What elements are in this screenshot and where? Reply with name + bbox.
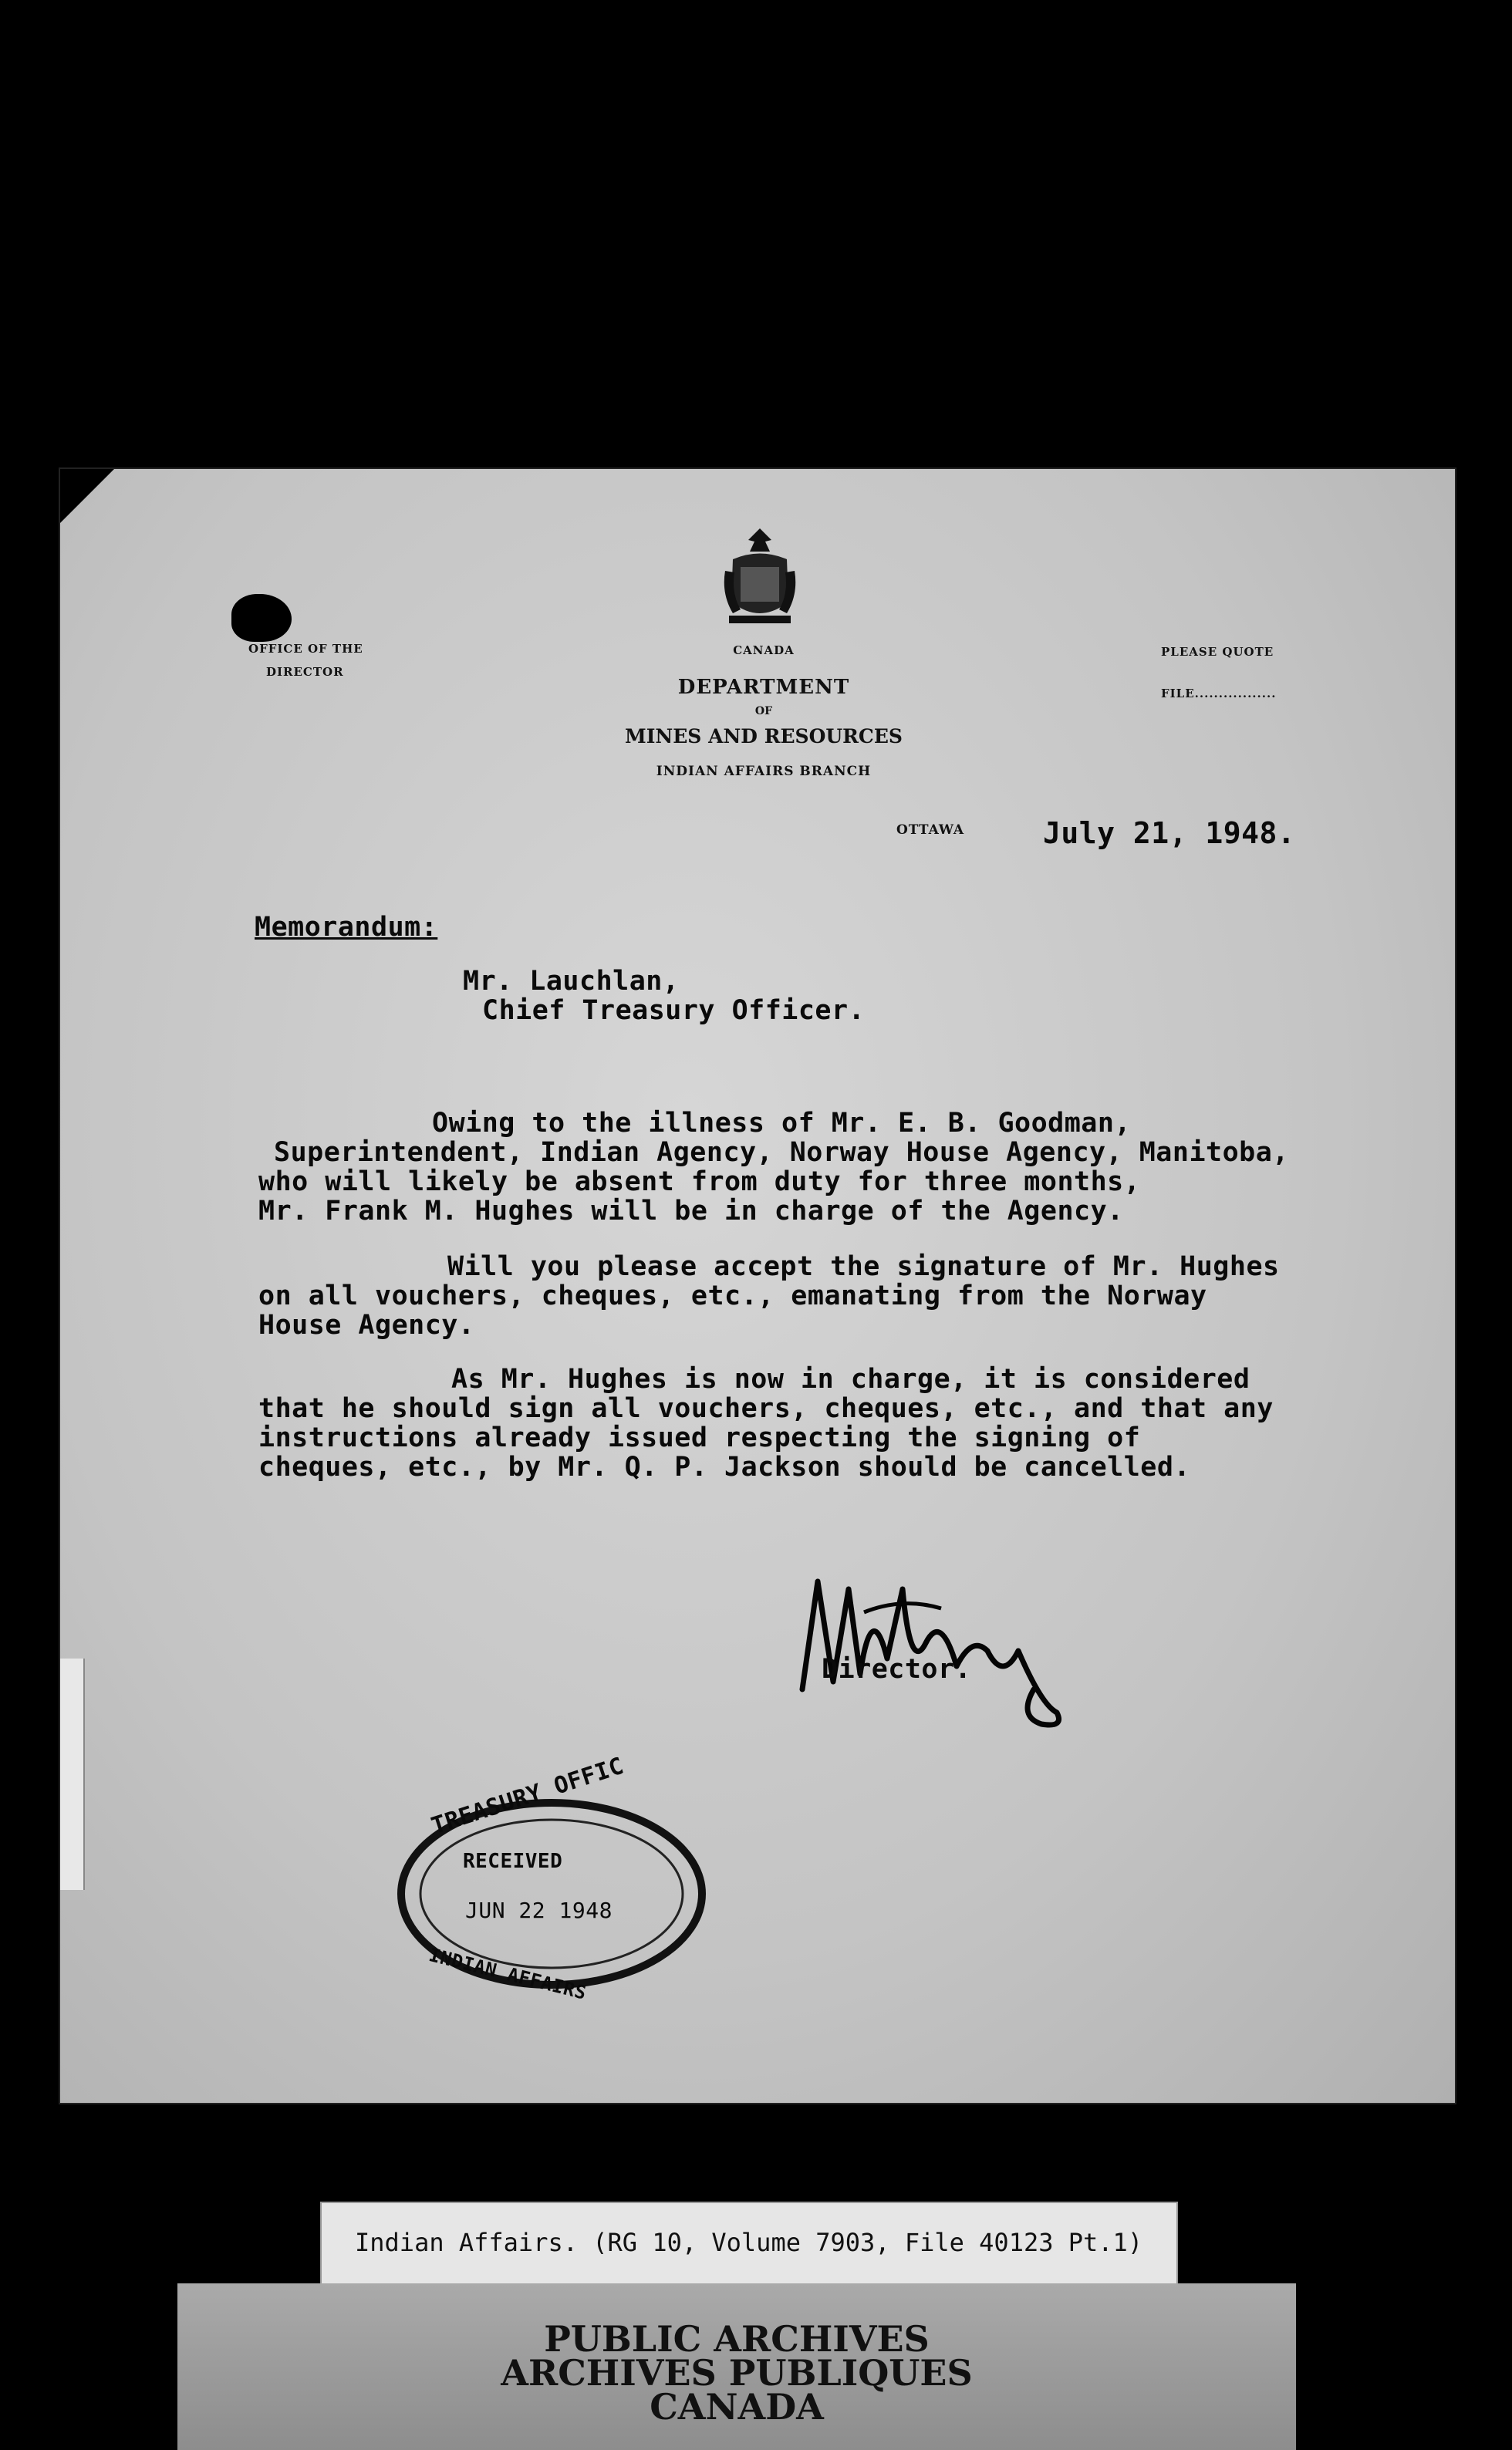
para3-line4: cheques, etc., by Mr. Q. P. Jackson should be cancelled. (258, 1452, 1191, 1483)
stamp-top-text: TREASURY OFFIC (428, 1752, 627, 1841)
please-quote-label: PLEASE QUOTE (1161, 645, 1274, 659)
folded-corner (60, 469, 114, 523)
memo-heading: Memorandum: (255, 912, 438, 943)
archive-footer-line2: ARCHIVES PUBLIQUES (501, 2352, 973, 2394)
para2-line3: House Agency. (258, 1310, 475, 1341)
branch-label: INDIAN AFFAIRS BRANCH (656, 764, 872, 779)
punch-hole (231, 594, 292, 642)
archive-footer-line1: PUBLIC ARCHIVES (544, 2318, 930, 2360)
addressee-title: Chief Treasury Officer. (482, 995, 866, 1026)
para2-line1: Will you please accept the signature of Mr. Hughes (447, 1251, 1280, 1282)
office-line1: OFFICE OF THE (248, 642, 363, 656)
stamp-received-text: RECEIVED (463, 1850, 563, 1873)
para1-line1: Owing to the illness of Mr. E. B. Goodman, (432, 1108, 1132, 1139)
mines-resources-label: MINES AND RESOURCES (625, 725, 903, 747)
handwritten-signature (787, 1566, 1080, 1736)
signature-title: Director. (822, 1654, 972, 1685)
archive-reference-label: Indian Affairs. (RG 10, Volume 7903, File 40123 Pt.1) (355, 2228, 1143, 2257)
para3-line3: instructions already issued respecting the signing of (258, 1422, 1141, 1453)
department-label: DEPARTMENT (677, 676, 850, 699)
para1-line2: Superintendent, Indian Agency, Norway House Agency, Manitoba, (274, 1137, 1289, 1168)
page-edge-strip (60, 1659, 85, 1890)
office-line2: DIRECTOR (266, 665, 344, 679)
memo-date: July 21, 1948. (1043, 816, 1296, 850)
para3-line1: As Mr. Hughes is now in charge, it is considered (451, 1364, 1250, 1395)
archive-footer-line3: CANADA (650, 2386, 824, 2428)
ottawa-label: OTTAWA (896, 822, 965, 838)
stamp-date: JUN 22 1948 (465, 1898, 613, 1923)
coat-of-arms-icon (717, 525, 802, 633)
stamp-bottom-text: INDIAN AFFAIRS (427, 1944, 589, 2004)
para2-line2: on all vouchers, cheques, etc., emanating from the Norway (258, 1281, 1207, 1311)
para1-line4: Mr. Frank M. Hughes will be in charge of the Agency. (258, 1196, 1124, 1227)
para1-line3: who will likely be absent from duty for three months, (258, 1166, 1141, 1197)
para3-line2: that he should sign all vouchers, cheques, etc., and that any (258, 1393, 1274, 1424)
of-label: OF (754, 705, 773, 717)
addressee-name: Mr. Lauchlan, (463, 966, 680, 997)
file-label: FILE................. (1161, 687, 1277, 700)
country-label: CANADA (733, 643, 795, 657)
